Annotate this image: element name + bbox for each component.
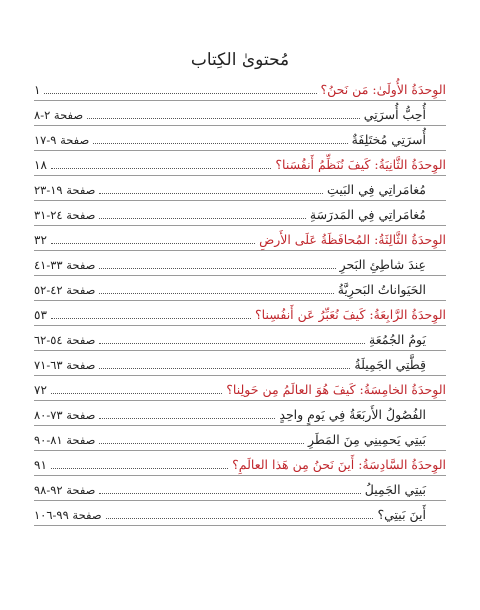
toc-row-lesson[interactable]	[34, 351, 446, 376]
leader-dots	[99, 492, 360, 494]
toc-entry-label: أُسرَتِي مُختَلِفَةٌ	[351, 132, 426, 147]
toc-entry-label: يَومُ الجُمُعَةِ	[369, 332, 426, 347]
leader-dots	[99, 442, 304, 444]
toc-entry-label: الوِحدَةُ الثَّالِثَةُ: المُحافَظَةُ عَلَى الأَرضِ	[259, 232, 446, 247]
toc-entry-label: الوِحدَةُ الأُولَىٰ: مَن نَحنُ؟	[320, 82, 446, 97]
toc-entry-label: قِطَّتِي الجَمِيلَةُ	[354, 357, 426, 372]
leader-dots	[99, 292, 333, 294]
toc-entry-label: بَيتِي الجَمِيلُ	[364, 482, 426, 497]
toc-entry-page: ٣٢	[34, 233, 47, 247]
toc-entry-page: صفحة ٣٣-٤١	[34, 258, 96, 272]
toc-entry-page: ٥٣	[34, 308, 47, 322]
toc-entry-page: صفحة ٢-٨	[34, 108, 84, 122]
toc-entry-label: أَينَ بَيتِي؟	[377, 507, 426, 522]
toc-entry-page: صفحة ٥٤-٦٢	[34, 333, 96, 347]
leader-dots	[99, 342, 365, 344]
table-of-contents	[34, 76, 446, 526]
toc-entry-label: الحَيَواناتُ البَحرِيَّةُ	[337, 282, 426, 297]
toc-entry-page: صفحة ٤٢-٥٢	[34, 283, 96, 297]
toc-row-lesson[interactable]	[34, 126, 446, 151]
toc-entry-page: ١٨	[34, 158, 47, 172]
toc-row-lesson[interactable]	[34, 276, 446, 301]
leader-dots	[93, 142, 347, 144]
leader-dots	[99, 417, 275, 419]
toc-entry-label: الوِحدَةُ الخامِسَةُ: كَيفَ هُوَ العالَمُ مِن حَولِنا؟	[226, 382, 446, 397]
leader-dots	[106, 517, 374, 519]
leader-dots	[51, 317, 251, 319]
toc-entry-page: ٩١	[34, 458, 47, 472]
toc-entry-page: صفحة ١٩-٢٣	[34, 183, 96, 197]
leader-dots	[99, 367, 350, 369]
toc-row-lesson[interactable]	[34, 201, 446, 226]
toc-row-lesson[interactable]	[34, 326, 446, 351]
leader-dots	[99, 217, 305, 219]
leader-dots	[87, 117, 360, 119]
toc-entry-page: صفحة ٩٢-٩٨	[34, 483, 96, 497]
leader-dots	[51, 467, 228, 469]
toc-entry-label: مُغامَراتِي فِي البَيتِ	[327, 182, 426, 197]
toc-entry-page: ١	[34, 83, 41, 97]
toc-entry-label: الوِحدَةُ الرَّابِعَةُ: كَيفَ نُعَبِّرُ عَن أَنفُسِنا؟	[255, 307, 446, 322]
toc-entry-label: عِندَ شاطِئِ البَحرِ	[339, 257, 426, 272]
toc-entry-page: صفحة ٩-١٧	[34, 133, 90, 147]
leader-dots	[99, 267, 335, 269]
leader-dots	[44, 92, 316, 94]
page-title: مُحتوىٰ الكِتاب	[190, 50, 290, 70]
toc-entry-page: صفحة ٨١-٩٠	[34, 433, 96, 447]
toc-row-lesson[interactable]	[34, 251, 446, 276]
leader-dots	[51, 392, 222, 394]
leader-dots	[99, 192, 323, 194]
toc-row-unit-4[interactable]	[34, 301, 446, 326]
toc-entry-page: صفحة ٧٣-٨٠	[34, 408, 96, 422]
toc-row-unit-5[interactable]	[34, 376, 446, 401]
toc-entry-page: صفحة ٩٩-١٠٦	[34, 508, 102, 522]
leader-dots	[51, 242, 255, 244]
toc-entry-page: صفحة ٢٤-٣١	[34, 208, 96, 222]
leader-dots	[51, 167, 271, 169]
toc-row-lesson[interactable]	[34, 476, 446, 501]
toc-row-lesson[interactable]	[34, 426, 446, 451]
toc-row-unit-1[interactable]	[34, 76, 446, 101]
toc-row-lesson[interactable]	[34, 176, 446, 201]
toc-entry-label: الوِحدَةُ الثَّانِيَةُ: كَيفَ نُنَظِّمُ أَنفُسَنا؟	[275, 157, 446, 172]
toc-entry-label: أُحِبُّ أُسرَتِي	[363, 107, 426, 122]
toc-row-unit-2[interactable]	[34, 151, 446, 176]
toc-row-unit-6[interactable]	[34, 451, 446, 476]
toc-entry-label: مُغامَراتِي فِي المَدرَسَةِ	[309, 207, 426, 222]
toc-entry-page: ٧٢	[34, 383, 47, 397]
toc-row-lesson[interactable]	[34, 501, 446, 526]
toc-entry-page: صفحة ٦٣-٧١	[34, 358, 96, 372]
toc-entry-label: الفُصُولُ الأَربَعَةُ فِي يَومٍ واحِدٍ	[279, 407, 426, 422]
toc-entry-label: بَيتِي يَحمِينِي مِنَ المَطَرِ	[308, 432, 426, 447]
toc-row-lesson[interactable]	[34, 101, 446, 126]
toc-entry-label: الوِحدَةُ السَّادِسَةُ: أَينَ نَحنُ مِن هَذا العالَمِ؟	[232, 457, 446, 472]
toc-row-unit-3[interactable]	[34, 226, 446, 251]
toc-row-lesson[interactable]	[34, 401, 446, 426]
